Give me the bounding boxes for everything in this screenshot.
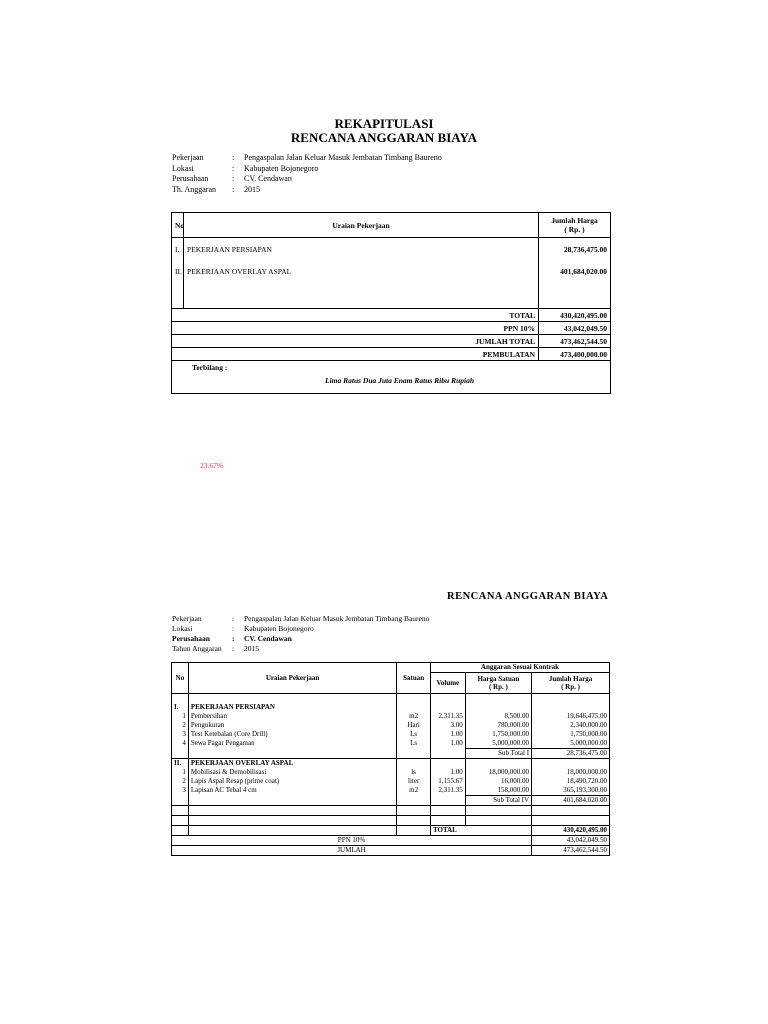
rekap-terbilang (172, 361, 611, 394)
info-row (172, 185, 442, 196)
terbilang-value: Lima Ratus Dua Juta Enam Ratus Ribu Rupiah (324, 376, 474, 385)
item-volume: 1.00 (430, 768, 465, 777)
info-row (172, 614, 429, 624)
spacer-cell (172, 694, 189, 704)
item-jumlah-harga: 1,750,000.00 (532, 730, 610, 739)
item-harga-satuan: 18,000,000.00 (465, 768, 531, 777)
empty-cell (430, 759, 465, 769)
rab-info (172, 614, 429, 654)
item-no: 2 (172, 777, 189, 786)
spacer-cell (465, 816, 531, 826)
rab-col-uraian: Uraian Pekerjaan (188, 663, 396, 694)
rekap-title: REKAPITULASI (334, 116, 434, 131)
item-volume: 1.00 (430, 730, 465, 739)
spacer-cell (397, 694, 431, 704)
spacer-cell (532, 816, 610, 826)
spacer-cell (430, 694, 465, 704)
info-value: Pengaspalan Jalan Keluar Masuk Jembatan Timbang Baureno (244, 614, 430, 623)
item-jumlah-harga: 18,000,000.00 (532, 768, 610, 777)
rab-col-no: No (172, 663, 189, 694)
section-no: II. (172, 759, 189, 769)
rab-col-volume: Volume (430, 673, 465, 694)
spacer-cell (188, 694, 396, 704)
empty-cell (172, 749, 189, 759)
item-harga-satuan: 16,000.00 (465, 777, 531, 786)
item-satuan: Ls (397, 739, 431, 749)
spacer-cell (465, 806, 531, 816)
rekap-pembulatan-label: PEMBULATAN (172, 348, 539, 361)
subtotal-label: Sub Total I (465, 749, 531, 759)
info-row (172, 153, 442, 164)
rekap-col-jumlah-line2: ( Rp. ) (564, 225, 585, 234)
subtotal-row (172, 796, 610, 806)
ppn-label: PPN 10% (172, 836, 532, 846)
rekap-table (171, 212, 611, 394)
empty-cell (397, 749, 431, 759)
info-value: Kabupaten Bojonegoro (244, 624, 314, 633)
spacer-cell (532, 806, 610, 816)
subtotal-value: 28,736,475.00 (532, 749, 610, 759)
info-row (172, 174, 442, 185)
jumlah-harga-line1: Jumlah Harga (548, 675, 593, 683)
info-colon: : (232, 153, 235, 162)
item-volume: 1.00 (430, 739, 465, 749)
rekap-jumlah-total-value: 473,462,544.50 (539, 335, 611, 348)
rekap-row-no: I. (172, 238, 184, 261)
rekap-total-value: 430,420,495.00 (539, 309, 611, 322)
info-key: Perusahaan (172, 634, 210, 643)
ppn-value: 43,042,049.50 (532, 836, 610, 846)
rab-col-satuan: Satuan (397, 663, 431, 694)
item-satuan: ls (397, 768, 431, 777)
harga-satuan-line1: Harga Satuan (477, 675, 520, 683)
total-value: 430,420,495.00 (532, 826, 610, 836)
empty-cell (532, 759, 610, 769)
rab-col-harga-satuan (465, 673, 531, 694)
empty-cell (172, 796, 189, 806)
info-key: Th. Anggaran (172, 184, 216, 194)
item-jumlah-harga: 2,340,000.00 (532, 721, 610, 730)
terbilang-label: Terbilang : (192, 363, 228, 372)
jumlah-label: JUMLAH (172, 846, 532, 856)
info-key: Pekerjaan (172, 614, 202, 623)
empty-cell (188, 749, 396, 759)
item-volume: 2,311.35 (430, 786, 465, 796)
spacer-row (172, 694, 610, 704)
rab-col-jumlah-harga (532, 673, 610, 694)
subtotal-row (172, 749, 610, 759)
rekap-jumlah-total-label: JUMLAH TOTAL (172, 335, 539, 348)
spacer-row (172, 806, 610, 816)
item-row (172, 712, 610, 721)
item-volume: 1,155.67 (430, 777, 465, 786)
jumlah-harga-line2: ( Rp. ) (561, 683, 580, 691)
section-row (172, 759, 610, 769)
item-harga-satuan: 8,500.00 (465, 712, 531, 721)
info-value: 2015 (244, 644, 259, 653)
spacer-row (172, 816, 610, 826)
empty-cell (188, 796, 396, 806)
empty-cell (465, 703, 531, 712)
item-jumlah-harga: 19,646,475.00 (532, 712, 610, 721)
item-row (172, 786, 610, 796)
info-key: Perusahaan (172, 174, 209, 183)
info-key: Lokasi (172, 624, 193, 633)
item-jumlah-harga: 365,193,300.00 (532, 786, 610, 796)
total-label: TOTAL (430, 826, 531, 836)
item-no: 2 (172, 721, 189, 730)
rekap-pembulatan-value: 473,400,000.00 (539, 348, 611, 361)
rekap-row-jumlah: 401,684,020.00 (539, 260, 611, 282)
rab-table (171, 662, 610, 856)
rekap-row-uraian: PEKERJAAN OVERLAY ASPAL (184, 260, 539, 282)
item-satuan: m2 (397, 786, 431, 796)
empty-cell (532, 703, 610, 712)
spacer-cell (188, 806, 396, 816)
empty-cell (188, 826, 396, 836)
info-value: Kabupaten Bojonegoro (244, 163, 319, 173)
item-satuan: liter (397, 777, 431, 786)
item-row (172, 739, 610, 749)
rekap-col-jumlah-line1: Jumlah Harga (551, 216, 598, 225)
spacer-cell (397, 816, 431, 826)
info-colon: : (232, 163, 235, 173)
total-row (172, 826, 610, 836)
empty-cell (172, 826, 189, 836)
rekap-ppn-value: 43,042,049.50 (539, 322, 611, 335)
empty-cell (397, 759, 431, 769)
empty-cell (465, 759, 531, 769)
info-colon: : (232, 184, 235, 194)
jumlah-row (172, 846, 610, 856)
item-uraian: Lapis Aspal Resap (prime coat) (188, 777, 396, 786)
rekap-row-uraian: PEKERJAAN PERSIAPAN (184, 238, 539, 261)
percent-note: 23.67% (200, 461, 224, 470)
spacer-cell (172, 816, 189, 826)
empty-cell (397, 826, 431, 836)
subtotal-value: 401,684,020.00 (532, 796, 610, 806)
item-satuan: Hari (397, 721, 431, 730)
item-satuan: m2 (397, 712, 431, 721)
info-colon: : (232, 614, 235, 623)
item-uraian: Sewa Pagar Pengaman (188, 739, 396, 749)
info-colon: : (232, 624, 235, 633)
rekap-subtitle: RENCANA ANGGARAN BIAYA (290, 130, 478, 145)
info-row (172, 644, 429, 654)
info-colon: : (232, 174, 235, 183)
empty-cell (397, 703, 431, 712)
item-row (172, 730, 610, 739)
rab-title: RENCANA ANGGARAN BIAYA (447, 591, 609, 602)
rekap-col-no: No (172, 213, 184, 238)
info-value: CV. Cendawan (244, 174, 292, 183)
item-uraian: Mobilisasi & Demobilisasi (188, 768, 396, 777)
item-no: 3 (172, 730, 189, 739)
item-jumlah-harga: 5,000,000.00 (532, 739, 610, 749)
item-harga-satuan: 158,000.00 (465, 786, 531, 796)
section-title: PEKERJAAN PERSIAPAN (188, 703, 396, 712)
ppn-row (172, 836, 610, 846)
spacer-cell (397, 806, 431, 816)
info-key: Lokasi (172, 163, 194, 173)
subtotal-label: Sub Total IV (465, 796, 531, 806)
item-volume: 2,311.35 (430, 712, 465, 721)
item-row (172, 768, 610, 777)
info-row (172, 164, 442, 175)
info-value: 2015 (244, 184, 260, 194)
rekap-info (172, 153, 442, 195)
rekap-col-uraian: Uraian Pekerjaan (184, 213, 539, 238)
item-no: 3 (172, 786, 189, 796)
item-row (172, 777, 610, 786)
spacer-cell (430, 806, 465, 816)
empty-cell (397, 796, 431, 806)
empty-cell (430, 749, 465, 759)
spacer-cell (430, 816, 465, 826)
spacer-cell (465, 694, 531, 704)
section-row (172, 703, 610, 712)
item-no: 1 (172, 768, 189, 777)
empty-cell (430, 796, 465, 806)
item-uraian: Pembersihan (188, 712, 396, 721)
section-title: PEKERJAAN OVERLAY ASPAL (188, 759, 396, 769)
spacer-cell (532, 694, 610, 704)
item-harga-satuan: 1,750,000.00 (465, 730, 531, 739)
info-value: CV. Cendawan (244, 634, 292, 643)
item-uraian: Pengukuran (188, 721, 396, 730)
item-row (172, 721, 610, 730)
item-no: 4 (172, 739, 189, 749)
rekap-row-jumlah: 28,736,475.00 (539, 238, 611, 261)
info-key: Tahun Anggaran (172, 644, 222, 653)
item-uraian: Test Ketebalan (Core Drill) (188, 730, 396, 739)
section-no: I. (172, 703, 189, 712)
info-row (172, 624, 429, 634)
rekap-row-no: II. (172, 260, 184, 282)
info-colon: : (232, 644, 235, 653)
info-key: Pekerjaan (172, 153, 204, 162)
rab-col-group: Anggaran Sesuai Kontrak (430, 663, 609, 673)
item-harga-satuan: 5,000,000.00 (465, 739, 531, 749)
info-row (172, 634, 429, 644)
item-volume: 3.00 (430, 721, 465, 730)
item-harga-satuan: 780,000.00 (465, 721, 531, 730)
info-colon: : (232, 634, 235, 643)
spacer-cell (188, 816, 396, 826)
harga-satuan-line2: ( Rp. ) (488, 683, 508, 691)
rekap-col-jumlah (539, 213, 611, 238)
rekap-total-label: TOTAL (172, 309, 539, 322)
item-no: 1 (172, 712, 189, 721)
info-value: Pengaspalan Jalan Keluar Masuk Jembatan Timbang Baureno (244, 153, 442, 162)
rekap-ppn-label: PPN 10% (172, 322, 539, 335)
item-satuan: Ls (397, 730, 431, 739)
empty-cell (430, 703, 465, 712)
item-jumlah-harga: 18,490,720.00 (532, 777, 610, 786)
item-uraian: Lapisan AC Tebal 4 cm (188, 786, 396, 796)
jumlah-value: 473,462,544.50 (532, 846, 610, 856)
rab-header-group-row (172, 663, 610, 673)
spacer-cell (172, 806, 189, 816)
